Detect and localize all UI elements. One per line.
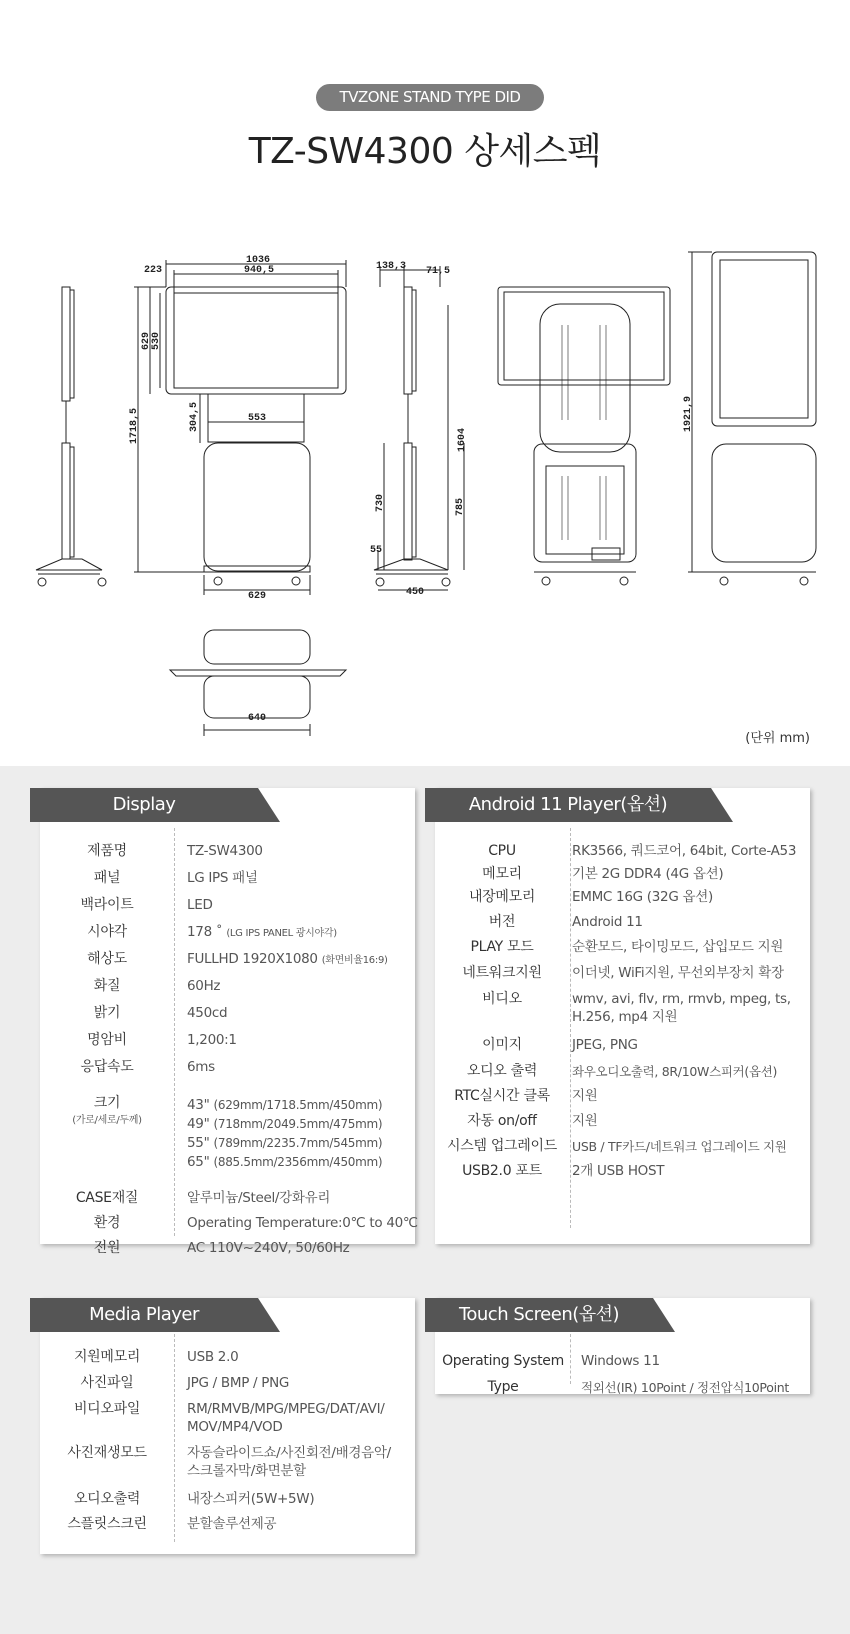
dim-1036: 1036 bbox=[246, 255, 271, 266]
drawing-section bbox=[0, 0, 850, 766]
portrait-view bbox=[688, 252, 816, 585]
dim-1921-9: 1921,9 bbox=[683, 395, 694, 432]
front-view bbox=[134, 260, 346, 595]
dim-629-h: 629 bbox=[141, 331, 152, 350]
dim-553: 553 bbox=[248, 413, 267, 424]
unit-note: (단위 mm) bbox=[745, 731, 810, 746]
dim-785: 785 bbox=[455, 497, 466, 516]
rear-view bbox=[498, 287, 670, 585]
dim-223: 223 bbox=[144, 265, 163, 276]
display-tab: Display bbox=[30, 788, 258, 822]
dim-71-5: 71,5 bbox=[426, 266, 451, 277]
android-tab: Android 11 Player(옵션) bbox=[425, 788, 711, 822]
dim-1718-5: 1718,5 bbox=[129, 407, 140, 444]
touch-tab: Touch Screen(옵션) bbox=[425, 1298, 653, 1332]
dim-55: 55 bbox=[370, 545, 383, 556]
dim-640: 640 bbox=[248, 713, 267, 724]
technical-drawing bbox=[0, 0, 850, 766]
spec-section: Display Android 11 Player(옵션) Media Player Touch Screen(옵션) 제품명 TZ-SW4300 패널 LG IPS 패널 백라이트 LED 시야각 178 ˚ (LG IPS PANEL 광시야각) 해상도 FULLHD 1920X1080 (화면비율16:9) 화질 60Hz 밝기 450cd 명암비 1,200:1 응답속도 6ms 크기 (가로/세로/두께) 43" (629mm/1718.5mm/450mm) 49" (718mm/2049.5mm/475mm) 55" (789mm/2235.7mm/545mm) 65" (885.5mm/2356mm/450mm) CASE재질 알루미늄/Steel/강화유리 환경 Operating Temperature:0℃ to 40℃ 전원 AC 110V~240V, 50/60Hz CPU RK3566, 쿼드코어, 64bit, Corte-A53 메모리 기본 2G DDR4 (4G 옵션) 내장메모리 EMMC 16G (32G 옵션) 버전 Android 11 PLAY 모드 순환모드, 타이밍모드, 삽입모드 지원 네트워크지원 이더넷, WiFi지원, 무선외부장치 확장 비디오 wmv, avi, flv, rm, rmvb, mpeg, ts, H.256, mp4 지원 이미지 JPEG, PNG 오디오 출력 좌우오디오출력, 8R/10W스피커(옵션) RTC실시간 클록 지원 자동 on/off 지원 시스템 업그레이드 USB / TF카드/네트워크 업그레이드 지원 USB2.0 포트 2개 USB HOST 지원메모리 USB 2.0 사진파일 JPG / BMP / PNG 비디오파일 RM/RMVB/MPG/MPEG/DAT/AVI/ MOV/MP4/VOD 사진재생모드 자동슬라이드쇼/사진회전/배경음악/ 스크롤자막/화면분할 오디오출력 내장스피커(5W+5W) 스플릿스크린 분할솔루션제공 Operating System Windows 11 Type 적외선(IR) 10Point / 정전압식10Point bbox=[0, 766, 850, 1634]
product-badge: TVZONE STAND TYPE DID bbox=[316, 84, 544, 111]
dim-1604: 1604 bbox=[457, 427, 468, 452]
dim-138-3: 138,3 bbox=[376, 261, 407, 272]
dim-530: 530 bbox=[151, 331, 162, 350]
media-tab: Media Player bbox=[30, 1298, 258, 1332]
dim-304-5: 304,5 bbox=[189, 401, 200, 432]
dim-730: 730 bbox=[375, 493, 386, 512]
dim-629-w: 629 bbox=[248, 591, 267, 602]
dim-940-5: 940,5 bbox=[244, 265, 275, 276]
side-view-left bbox=[36, 287, 106, 586]
dim-450: 450 bbox=[406, 587, 425, 598]
page-title: TZ-SW4300 상세스펙 bbox=[248, 131, 602, 172]
side-view-middle bbox=[374, 266, 464, 590]
